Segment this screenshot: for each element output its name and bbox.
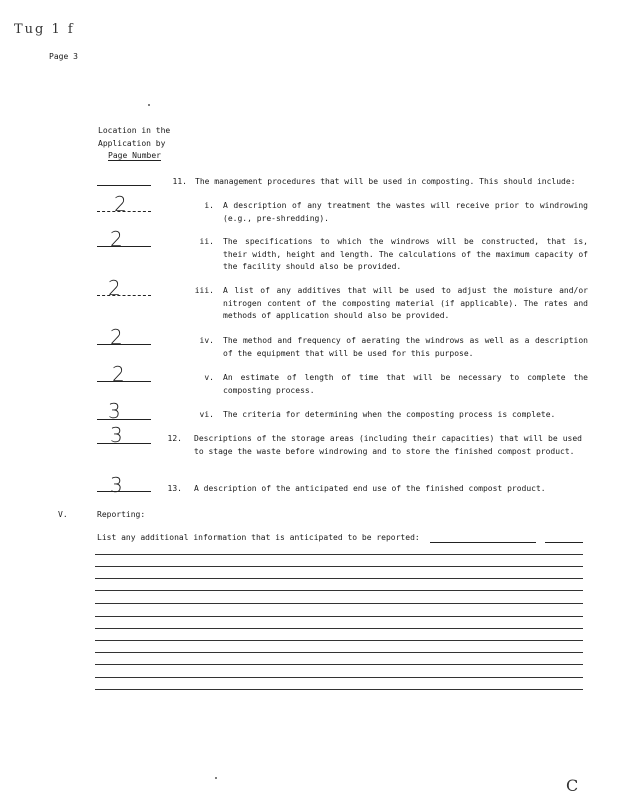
location-header-line1: Location in the (98, 126, 171, 135)
writing-line[interactable] (95, 554, 583, 555)
section-title: Reporting: (97, 510, 146, 519)
page-number-blank[interactable] (97, 344, 151, 345)
location-header (98, 125, 170, 163)
section-numeral: V. (58, 510, 68, 519)
answer-blank[interactable] (545, 542, 583, 543)
handwritten-page-number: 3 (110, 473, 123, 497)
item-number: iv. (199, 336, 214, 345)
item-text: The method and frequency of aerating the windrows as well as a description of the equipment that will be used for this purpose. (223, 336, 588, 358)
page-number-blank[interactable] (97, 185, 151, 186)
item-number: 11. (172, 177, 187, 186)
writing-line[interactable] (95, 664, 583, 665)
page-number-blank[interactable] (97, 419, 151, 420)
page-number-blank[interactable] (97, 381, 151, 382)
handwritten-page-number: 2 (114, 192, 127, 216)
item-text: Descriptions of the storage areas (including their capacities) that will be used to stage the waste before windrowing and to store the finished compost product. (194, 434, 582, 456)
location-header-line3: Page Number (108, 151, 161, 160)
item-number: 13. (167, 484, 182, 493)
writing-line[interactable] (95, 566, 583, 567)
writing-line[interactable] (95, 603, 583, 604)
handwritten-page-number: 2 (110, 325, 123, 349)
answer-blank[interactable] (430, 542, 536, 543)
handwritten-page-number: 2 (112, 362, 125, 386)
handwritten-scribble: Tug 1 f (14, 22, 75, 37)
item-text: The specifications to which the windrows will be constructed, that is, their width, height and length. The calculations of the maximum capacity of the facility should also be provided. (223, 237, 588, 271)
writing-line[interactable] (95, 590, 583, 591)
item-number: vi. (199, 410, 214, 419)
item-number: iii. (194, 286, 214, 295)
item-number: i. (204, 201, 214, 210)
speck (148, 104, 150, 106)
location-header-line2: Application by (98, 138, 166, 148)
writing-line[interactable] (95, 640, 583, 641)
corner-mark: C (566, 776, 581, 795)
item-text: The management procedures that will be used in composting. This should include: (195, 177, 576, 186)
page-number-blank[interactable] (97, 491, 151, 492)
section-instruction: List any additional information that is anticipated to be reported: (97, 533, 420, 542)
writing-line[interactable] (95, 628, 583, 629)
page-number-blank[interactable] (97, 211, 151, 212)
writing-line[interactable] (95, 652, 583, 653)
writing-line[interactable] (95, 677, 583, 678)
page-number-blank[interactable] (97, 246, 151, 247)
handwritten-page-number: 3 (108, 399, 121, 423)
handwritten-page-number: 2 (110, 227, 123, 251)
item-number: v. (204, 373, 214, 382)
item-text: An estimate of length of time that will be necessary to complete the composting process. (223, 373, 588, 395)
page-label: Page 3 (49, 52, 78, 61)
item-text: A list of any additives that will be used to adjust the moisture and/or nitrogen content of the composting material (if applicable). The rates and methods of application should also be provided. (223, 286, 588, 320)
speck (215, 777, 217, 779)
item-number: 12. (167, 434, 182, 443)
item-text: The criteria for determining when the composting process is complete. (223, 410, 556, 419)
writing-line[interactable] (95, 689, 583, 690)
page-number-blank[interactable] (97, 295, 151, 296)
writing-line[interactable] (95, 616, 583, 617)
item-text: A description of any treatment the wastes will receive prior to windrowing (e.g., pre-shredding). (223, 201, 588, 223)
writing-line[interactable] (95, 578, 583, 579)
item-text: A description of the anticipated end use of the finished compost product. (194, 484, 546, 493)
item-number: ii. (199, 237, 214, 246)
handwritten-page-number: 2 (108, 276, 121, 300)
handwritten-page-number: 3 (110, 423, 123, 447)
page-number-blank[interactable] (97, 443, 151, 444)
